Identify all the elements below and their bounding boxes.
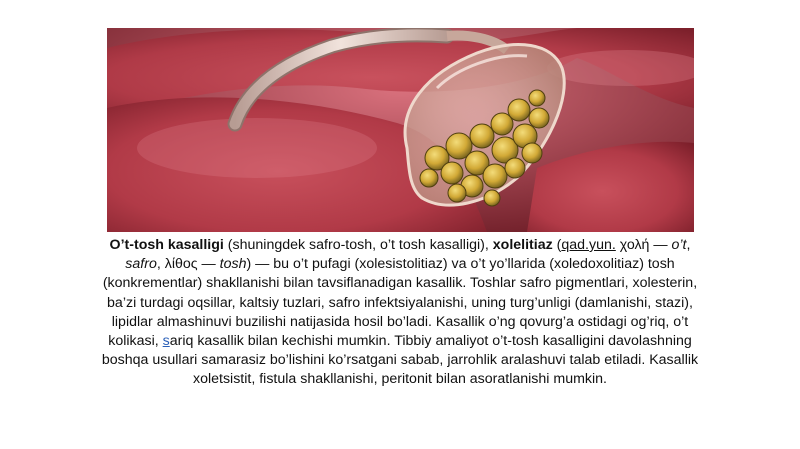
language-abbreviation-link[interactable]: qad.yun. [561, 237, 616, 253]
greek-word-2: , λίθος — [156, 256, 220, 273]
gallstone-disease-description [100, 236, 700, 390]
gloss-3: tosh [219, 256, 247, 273]
gloss-1: o’t [671, 237, 687, 253]
jaundice-link[interactable]: s [162, 333, 170, 350]
greek-word-1: χολή — [615, 237, 672, 253]
definition-text: ) — bu o’t pufagi (xolesistolitiaz) va o’t yo’llarida (xoledoxolitiaz) tosh (konkrementlar) shakllanishi bilan tavsiflanadigan kasallik. Toshlar safro pigmentlari, xolesterin, ba’zi turdagi oqsillar, kaltsiy tuzlari, safro infektsiyalanishi, uning turg’unligi (damlanishi, stazi), lipidlar almashinuvi buzilishi natijasida hosil bo’ladi. Kasallik o’ng qovurg’a ostidagi og’riq, o’t kolikasi, [102, 256, 698, 350]
definition-rest: ariq kasallik bilan kechishi mumkin. Tibbiy amaliyot o’t-tosh kasalligini davolashning boshqa usullari samarasiz bo’lishini ko’rsatgani sabab, jarrohlik aralashuvi talab etiladi. Kasallik xoletsistit, fistula shakllanishi, peritonit bilan asoratlanishi mumkin. [101, 333, 699, 388]
term-aliases: (shuningdek safro-tosh, o’t tosh kasalligi), [223, 237, 493, 253]
term-alt: xolelitiaz [492, 237, 553, 253]
term-main: O’t-tosh kasalligi [109, 237, 224, 253]
paren-open: ( [552, 237, 562, 253]
separator-1: , [686, 237, 691, 253]
gloss-2: safro [125, 256, 157, 273]
gallstones-illustration [107, 28, 694, 232]
